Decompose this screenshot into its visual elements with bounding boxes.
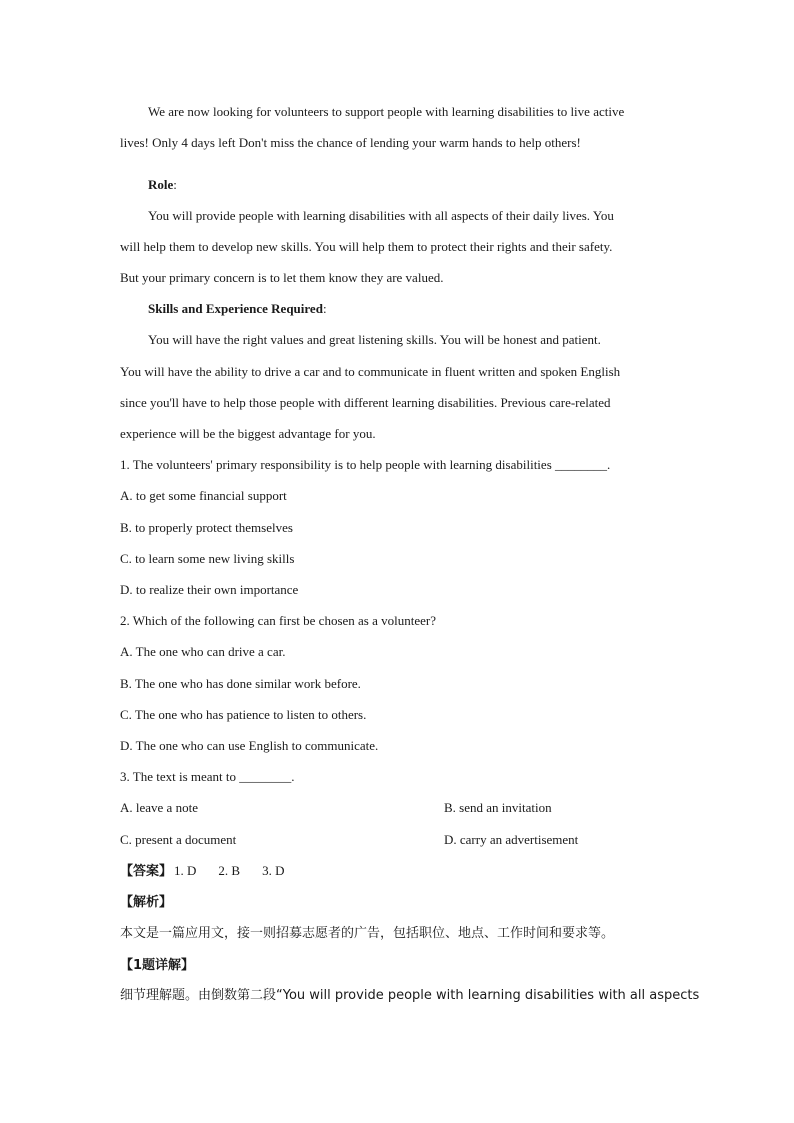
question-3-option-a: A. leave a note: [120, 800, 198, 815]
passage-paragraph-1-line-1: We are now looking for volunteers to support people with learning disabilities to live active: [148, 104, 625, 119]
question-2-option-d: D. The one who can use English to communicate.: [120, 738, 379, 753]
analysis-label-line: [120, 893, 680, 912]
answer-line: [120, 862, 680, 881]
question-2-option-b: B. The one who has done similar work before.: [120, 676, 361, 691]
skills-paragraph-line-1: You will have the right values and great listening skills. You will be honest and patient.: [148, 332, 601, 347]
role-paragraph-line-3: But your primary concern is to let them know they are valued.: [120, 270, 444, 285]
skills-heading-line: [148, 300, 680, 318]
role-paragraph-line-2: will help them to develop new skills. You will help them to protect their rights and their safety.: [120, 239, 613, 254]
skills-paragraph-line-3: since you'll have to help those people with different learning disabilities. Previous care-related: [120, 395, 611, 410]
question-1-option-b: B. to properly protect themselves: [120, 520, 293, 535]
role-paragraph-line-1: You will provide people with learning disabilities with all aspects of their daily lives. You: [148, 208, 614, 223]
answer-3: 3. D: [262, 863, 285, 878]
analysis-summary: 本文是一篇应用文，接一则招募志愿者的广告，包括职位、地点、工作时间和要求等。: [120, 926, 615, 941]
question-3-option-b: B. send an invitation: [444, 800, 552, 815]
answer-1: 1. D: [174, 863, 197, 878]
detail-1-label-line: [120, 956, 680, 975]
answer-label: 【答案】: [120, 864, 173, 879]
detail-1-label: 【1题详解】: [120, 958, 195, 973]
role-heading-line: [148, 176, 680, 194]
analysis-label: 【解析】: [120, 895, 173, 910]
skills-paragraph-line-2: You will have the ability to drive a car and to communicate in fluent written and spoken English: [120, 364, 621, 379]
question-3-option-d: D. carry an advertisement: [444, 832, 579, 847]
role-heading: Role: [148, 177, 174, 192]
question-1-option-c: C. to learn some new living skills: [120, 551, 295, 566]
passage-paragraph-1-line-2: lives! Only 4 days left Don't miss the chance of lending your warm hands to help others!: [120, 135, 581, 150]
question-1-stem: 1. The volunteers' primary responsibility is to help people with learning disabilities ________.: [120, 457, 611, 472]
skills-paragraph-line-4: experience will be the biggest advantage for you.: [120, 426, 376, 441]
question-1-option-d: D. to realize their own importance: [120, 582, 299, 597]
question-2-option-a: A. The one who can drive a car.: [120, 644, 286, 659]
answer-2: 2. B: [218, 863, 241, 878]
question-3-option-c: C. present a document: [120, 832, 237, 847]
role-heading-colon: :: [173, 177, 177, 192]
skills-heading-colon: :: [322, 301, 327, 316]
detail-1-text: 细节理解题。由倒数第二段“You will provide people with learning disabilities with all aspects: [120, 988, 700, 1003]
question-2-stem: 2. Which of the following can first be chosen as a volunteer?: [120, 613, 436, 628]
question-2-option-c: C. The one who has patience to listen to others.: [120, 707, 367, 722]
question-1-option-a: A. to get some financial support: [120, 488, 287, 503]
question-3-stem: 3. The text is meant to ________.: [120, 769, 295, 784]
skills-heading: Skills and Experience Required: [148, 301, 323, 316]
